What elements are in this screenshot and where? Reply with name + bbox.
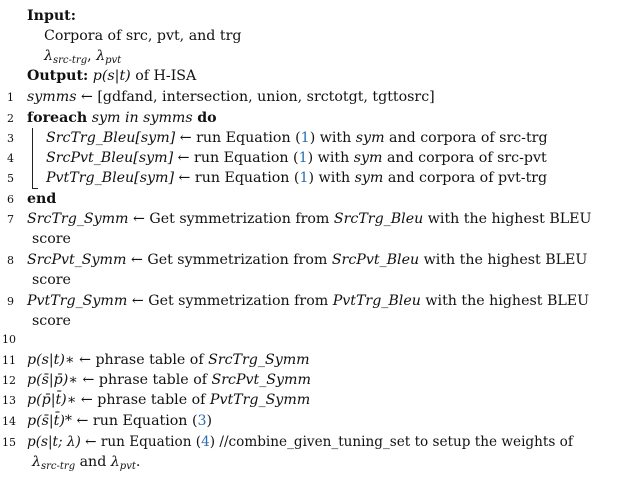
line-3-var: SrcTrg_Bleu[sym]: [46, 130, 176, 146]
input-corpora: Corpora of src, pvt, and trg: [44, 28, 242, 44]
line-7: [27, 209, 592, 229]
line-number-1: 1: [7, 91, 14, 104]
equation-ref-3[interactable]: 3: [197, 413, 207, 429]
line-9-cont: score: [32, 313, 71, 329]
line-4-text-c: and corpora of src-pvt: [382, 150, 547, 166]
equation-ref-4[interactable]: 4: [201, 434, 210, 450]
line-number-12: 12: [2, 374, 16, 387]
line-13: [27, 390, 310, 410]
line-14-text-b: ): [206, 413, 213, 429]
lambda-symbol-2: λ: [96, 48, 106, 64]
line-number-3: 3: [7, 132, 14, 145]
line-9-text-b: with the highest BLEU: [420, 293, 590, 309]
line-15: [27, 432, 573, 452]
line-8-src: SrcPvt_Bleu: [331, 252, 420, 268]
line-13-text: ← phrase table of: [76, 392, 210, 408]
line-number-2: 2: [7, 112, 14, 125]
line-5: [46, 168, 547, 188]
keyword-end: end: [27, 191, 57, 207]
lambda-sub-pvt: pvt: [105, 55, 122, 66]
equation-ref-1[interactable]: 1: [300, 130, 310, 146]
line-5-text-a: ← run Equation (: [174, 170, 300, 186]
line-8: [27, 250, 587, 270]
line-1-rest: ← [gdfand, intersection, union, srctotgt, tgttosrc]: [76, 89, 435, 105]
line-15-lambda-sub-2: pvt: [119, 461, 136, 472]
line-11-expr: p(s|t)∗: [27, 352, 75, 368]
line-9-var: PvtTrg_Symm: [27, 293, 128, 309]
line-11-table: SrcTrg_Symm: [208, 352, 310, 368]
line-number-4: 4: [7, 152, 14, 165]
line-5-text-b: ) with: [308, 170, 355, 186]
line-15-lambda-1: λ: [32, 454, 41, 470]
line-5-sym: sym: [354, 170, 384, 186]
line-8-cont: score: [32, 272, 71, 288]
output-expr: p(s|t): [92, 68, 131, 84]
line-3-text-a: ← run Equation (: [175, 130, 301, 146]
line-number-5: 5: [7, 172, 14, 185]
loop-bar: [32, 128, 33, 188]
output-line: [27, 66, 196, 86]
input-lambdas: $\lambda_{src-trg}$, $\lambda_{pvt}$: [44, 48, 122, 66]
output-label: Output:: [27, 68, 89, 84]
line-15-period: .: [135, 454, 141, 470]
line-7-text-a: ← Get symmetrization from: [128, 211, 334, 227]
line-number-9: 9: [7, 295, 14, 308]
line-5-text-c: and corpora of pvt-trg: [383, 170, 548, 186]
equation-ref-1b[interactable]: 1: [298, 150, 308, 166]
line-7-cont: score: [32, 231, 71, 247]
line-14-text-a: ← run Equation (: [72, 413, 198, 429]
line-number-10: 10: [2, 333, 16, 346]
line-number-6: 6: [7, 193, 14, 206]
line-8-text-b: with the highest BLEU: [419, 252, 588, 268]
line-12-text: ← phrase table of: [77, 372, 212, 388]
line-4-text-a: ← run Equation (: [173, 150, 299, 166]
input-label: Input:: [27, 8, 76, 24]
line-4-sym: sym: [353, 150, 383, 166]
line-12-table: SrcPvt_Symm: [211, 372, 311, 388]
line-15-text-a: ← run Equation (: [80, 434, 202, 450]
line-7-text-b: with the highest BLEU: [423, 211, 592, 227]
line-15-and: and: [75, 454, 111, 470]
line-1-var: symms: [27, 89, 77, 105]
keyword-do: do: [197, 110, 217, 126]
line-9: [27, 291, 589, 311]
line-3-text-b: ) with: [309, 130, 356, 146]
line-3-sym: sym: [355, 130, 385, 146]
line-number-15: 15: [2, 436, 16, 449]
line-4: [46, 148, 547, 168]
line-15-lambda-2: λ: [110, 454, 120, 470]
line-11-text: ← phrase table of: [74, 352, 209, 368]
line-3-text-c: and corpora of src-trg: [384, 130, 548, 146]
line-13-table: PvtTrg_Symm: [209, 392, 311, 408]
line-12-expr: p(s̄|p̄)∗: [27, 372, 78, 388]
equation-ref-1c[interactable]: 1: [299, 170, 309, 186]
line-5-var: PvtTrg_Bleu[sym]: [46, 170, 174, 186]
line-11: [27, 350, 310, 370]
line-4-var: SrcPvt_Bleu[sym]: [46, 150, 174, 166]
line-15-lambda-sub-1: src-trg: [41, 461, 76, 472]
line-8-text-a: ← Get symmetrization from: [126, 252, 332, 268]
line-15-cont: [32, 452, 140, 477]
line-15-expr: p(s|t; λ): [27, 434, 81, 450]
line-12: [27, 370, 311, 390]
line-number-7: 7: [7, 213, 14, 226]
lambda-symbol: λ: [44, 48, 53, 64]
line-1: [27, 87, 435, 107]
line-7-var: SrcTrg_Symm: [27, 211, 129, 227]
output-rest: of H-ISA: [135, 68, 197, 84]
line-3: [46, 128, 548, 148]
line-14-expr: p(s̄|t̄)*: [27, 413, 73, 429]
line-2-mid: sym in symms: [91, 110, 193, 126]
keyword-foreach: foreach: [27, 110, 88, 126]
line-number-14: 14: [2, 415, 16, 428]
line-4-text-b: ) with: [307, 150, 354, 166]
line-number-11: 11: [2, 354, 16, 367]
lambda-sub-src-trg: src-trg: [53, 55, 88, 66]
line-2: [27, 108, 217, 128]
line-9-text-a: ← Get symmetrization from: [127, 293, 333, 309]
line-9-src: PvtTrg_Bleu: [332, 293, 421, 309]
line-13-expr: p(p̄|t̄)∗: [27, 392, 77, 408]
line-7-src: SrcTrg_Bleu: [333, 211, 424, 227]
line-15-text-b: ) //combine_given_tuning_set to setup the weights of: [209, 434, 573, 450]
line-8-var: SrcPvt_Symm: [27, 252, 127, 268]
line-number-8: 8: [7, 254, 14, 267]
line-number-13: 13: [2, 394, 16, 407]
line-14: [27, 411, 212, 431]
